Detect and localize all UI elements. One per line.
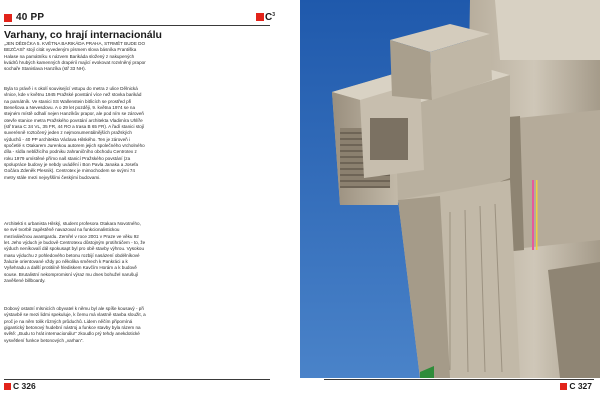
header-rule [4, 25, 270, 26]
paragraph-1-text: Byla to právě i s okolí související vstupu do metra z ulice Dělnická vlnice, kde v květnu 1945 Pražské povstání více než stovka barikád na památník. Ve stanici SS Wallenstein bitlících se prostřed při Benešova a Nevesdovu. A o 29 let později, 9. května 1974 se na stejném místě odhalí nejen Hanzíkův prapor, ale pod ním se zároveň otevře stanice metra Pražského povstání architekta Vladimíra Uhlíře (stř trasa C 34 VL, 35 FR, 44 RO a trasa B 65 FR). A řadí stanici stojí suverénně roztočený jeden z nejmonumentálnějších pražských výduchů - 40 PP architekta Václava Hilského. Ten je zároveň i spočetlé s Otakarem Jurenkou autorem jejich společného vrcholného díla - sídla nebližicího podniku zahraničního obchodu Centrotex z roku 1979 umístěné přímo naš stanicí Pražského povstání (za spolupráce budovy je nebdy uvádění i Bon Pavla Janaka a Josefa Gočára Zdeněk Plesnik). Centrotex je mimochodem se svými 74 metry stále mezi nejvyššími českými budovami. [4, 86, 145, 180]
intro-paragraph [4, 41, 146, 73]
section-label: 40 PP [16, 12, 45, 23]
paragraph-3-text: Dobový ostatní mlsnicích obyvatel k němu byl ale spíše kousavý - při výstavbě se mezi lidmi spekuluje, k čemu má vlastně stavba sloužit, a proč je na něm tolik různých průduchů. Lidem něčím připomíná gigantický betonový hudební nástroj a funkce stavby byla rázem na světě: „Budu to hrát internacionálu!“ zkoudlo prý tehdy anekdotické vysvětlení funkce betonových „varhan“. [4, 306, 146, 343]
paragraph-1 [4, 86, 146, 181]
page-number-right-text: C 327 [569, 381, 592, 391]
section-marker [256, 12, 275, 23]
page-number-left [4, 381, 36, 391]
paragraph-3 [4, 306, 146, 344]
red-square-icon [4, 14, 12, 22]
footer-rule [4, 379, 270, 380]
c-superscript: 3 [272, 12, 276, 18]
red-square-icon [256, 13, 264, 21]
intro-text: „JEN DĚDIČKA 5. KVĚTNA BARIKÁDA PRAHA, STRMĚT BUDE DO BEZČASÍ“ stojí citát vyvedeným písmem slova básníka Františka Halase na památníku s názvem Barikáda složený z nakupených kvádrů hrubých kamenných drapérií mající evokovat rozvlněný prapor sochaře Stanislava Hanzíka (stř 33 NH). [4, 41, 146, 72]
red-square-icon [560, 383, 567, 390]
page-number-left-text: C 326 [13, 381, 36, 391]
paragraph-2-text: Architekti s urbanista Hilský, student profesora Otakara Novotného, se své tvorbě zapěstěně navazoval na funkcionalistickou meziválečnou avantgardu. Zemřel v roce 2001 v Praze ve věku 92 let. Jeho výduch je budově Centrotexu důstojným protihráčem - to, že výduch neníkovalí dál spokusapt byl pro obě stavby výhrou. Vysokou masu výduchu z pohledového betonu rozbijí nasázení obdélníkové žaluzie orientované vždy po několika směrech k Pankráci a k Vyšehradu a další protitiíně hlediskem Kavčím Horám a k budově souse. Brutalistní nekompromisní výraz mu dnes bohužel narušují zavěšené billboardy. [4, 221, 146, 284]
red-square-icon [4, 383, 11, 390]
footer-rule [324, 379, 594, 380]
c-letter: C [265, 12, 273, 23]
paragraph-2 [4, 221, 146, 284]
ventilation-tower-photo [300, 0, 600, 378]
article-title: Varhany, co hrají internacionálu [4, 29, 162, 41]
right-footer [300, 378, 600, 400]
page-number-right [560, 381, 592, 391]
right-page [300, 0, 600, 400]
